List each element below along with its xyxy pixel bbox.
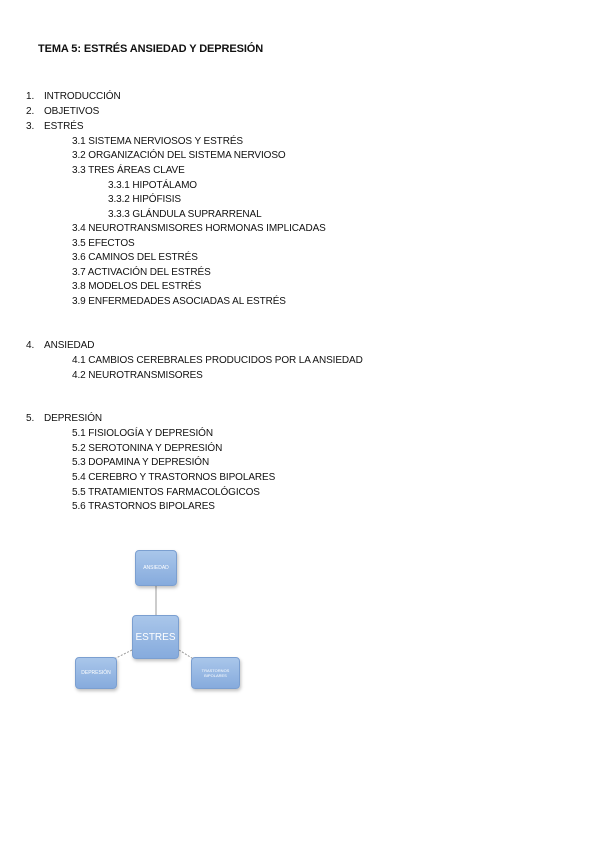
toc-item: 5.2 SEROTONINA Y DEPRESIÓN: [72, 443, 223, 454]
section-heading-objetivos: OBJETIVOS: [44, 106, 100, 117]
toc-item: 4.1 CAMBIOS CEREBRALES PRODUCIDOS POR LA ANSIEDAD: [72, 355, 363, 366]
toc-item: 3.6 CAMINOS DEL ESTRÉS: [72, 252, 198, 263]
toc-item: 5.3 DOPAMINA Y DEPRESIÓN: [72, 457, 210, 468]
diagram-node-trastornos-bipolares: TRASTORNOS BIPOLARES: [191, 657, 240, 689]
document-title: TEMA 5: ESTRÉS ANSIEDAD Y DEPRESIÓN: [38, 43, 264, 55]
section-number: 3.: [26, 121, 35, 132]
diagram-node-estres: ESTRES: [132, 615, 179, 659]
toc-subitem: 3.3.2 HIPÓFISIS: [108, 194, 181, 205]
section-heading-introduccion: INTRODUCCIÓN: [44, 91, 121, 102]
toc-item: 3.1 SISTEMA NERVIOSOS Y ESTRÉS: [72, 136, 243, 147]
section-number: 1.: [26, 91, 35, 102]
toc-item: 3.2 ORGANIZACIÓN DEL SISTEMA NERVIOSO: [72, 150, 286, 161]
section-number: 5.: [26, 413, 35, 424]
toc-subitem: 3.3.3 GLÁNDULA SUPRARRENAL: [108, 209, 262, 220]
toc-item: 3.7 ACTIVACIÓN DEL ESTRÉS: [72, 267, 211, 278]
toc-item: 3.5 EFECTOS: [72, 238, 135, 249]
toc-item: 3.8 MODELOS DEL ESTRÉS: [72, 281, 202, 292]
diagram-node-depresion: DEPRESIÓN: [75, 657, 117, 689]
toc-item: 5.1 FISIOLOGÍA Y DEPRESIÓN: [72, 428, 213, 439]
toc-item: 5.6 TRASTORNOS BIPOLARES: [72, 501, 215, 512]
toc-item: 5.5 TRATAMIENTOS FARMACOLÓGICOS: [72, 487, 260, 498]
diagram-node-ansiedad: ANSIEDAD: [135, 550, 177, 586]
section-heading-estres: ESTRÉS: [44, 121, 84, 132]
section-heading-ansiedad: ANSIEDAD: [44, 340, 95, 351]
section-heading-depresion: DEPRESIÓN: [44, 413, 103, 424]
toc-subitem: 3.3.1 HIPOTÁLAMO: [108, 180, 197, 191]
section-number: 2.: [26, 106, 35, 117]
toc-item: 5.4 CEREBRO Y TRASTORNOS BIPOLARES: [72, 472, 276, 483]
section-number: 4.: [26, 340, 35, 351]
toc-item: 3.3 TRES ÁREAS CLAVE: [72, 165, 185, 176]
toc-item: 3.4 NEUROTRANSMISORES HORMONAS IMPLICADAS: [72, 223, 326, 234]
toc-item: 3.9 ENFERMEDADES ASOCIADAS AL ESTRÉS: [72, 296, 286, 307]
toc-item: 4.2 NEUROTRANSMISORES: [72, 370, 203, 381]
